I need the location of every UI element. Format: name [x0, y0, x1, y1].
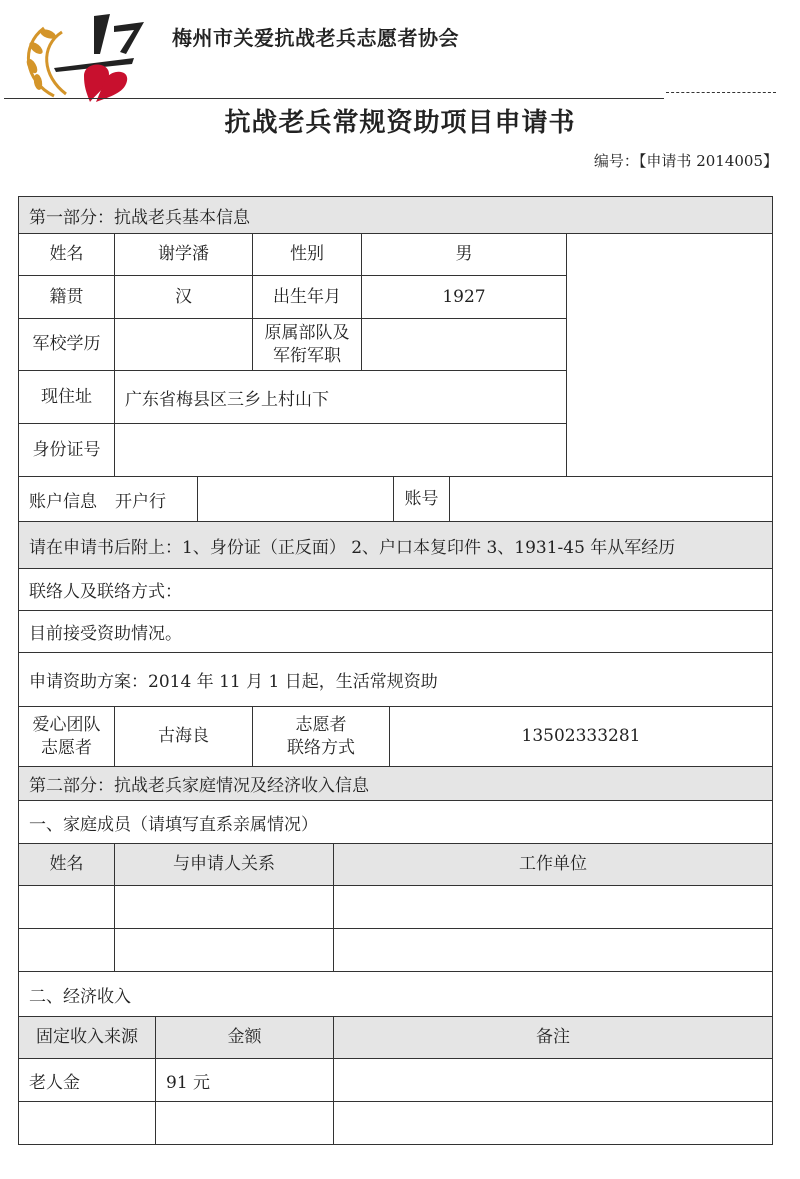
family-row2-name [18, 928, 115, 972]
income-row2-remarks [333, 1101, 773, 1145]
volunteer-team-label-line1: 爱心团队 [32, 715, 101, 736]
family-row2-workplace [333, 928, 773, 972]
account-info-label: 账户信息 [29, 491, 97, 512]
unit-label-line2: 军衔军职 [273, 345, 341, 366]
attachment-note: 请在申请书后附上：1、身份证（正反面） 2、户口本复印件 3、1931-45 年从军经历 [18, 521, 773, 569]
name-value: 谢学潘 [114, 233, 253, 276]
document-title: 抗战老兵常规资助项目申请书 [224, 108, 576, 138]
income-col-remarks: 备注 [333, 1016, 773, 1059]
contact-row: 联络人及联络方式： [18, 568, 773, 611]
current-aid-row: 目前接受资助情况。 [18, 610, 773, 653]
school-label: 军校学历 [18, 318, 115, 371]
part2-heading: 第二部分：抗战老兵家庭情况及经济收入信息 [18, 766, 773, 801]
income-row1-source: 老人金 [18, 1058, 156, 1102]
header-dashed-rule [666, 92, 776, 93]
aid-plan-row: 申请资助方案：2014 年 11 月 1 日起，生活常规资助 [18, 652, 773, 707]
native-value: 汉 [114, 275, 253, 319]
association-logo [14, 6, 164, 106]
organization-name: 梅州市关爱抗战老兵志愿者协会 [172, 26, 459, 50]
family-col-relation: 与申请人关系 [114, 843, 334, 886]
school-value [114, 318, 253, 371]
family-row1-relation [114, 885, 334, 929]
income-row1-remarks [333, 1058, 773, 1102]
income-row2-source [18, 1101, 156, 1145]
income-col-source: 固定收入来源 [18, 1016, 156, 1059]
bank-label: 开户行 [115, 491, 166, 512]
family-col-workplace: 工作单位 [333, 843, 773, 886]
account-number-value [449, 476, 773, 522]
family-row2-relation [114, 928, 334, 972]
id-label: 身份证号 [18, 423, 115, 477]
income-row2-amount [155, 1101, 334, 1145]
birth-label: 出生年月 [252, 275, 362, 319]
unit-value [361, 318, 567, 371]
gender-label: 性别 [252, 233, 362, 276]
document-number [594, 150, 778, 171]
part1-heading: 第一部分：抗战老兵基本信息 [18, 196, 773, 234]
account-number-label: 账号 [393, 476, 450, 522]
document-number-label: 编号： [593, 152, 639, 170]
family-row1-workplace [333, 885, 773, 929]
income-heading: 二、经济收入 [18, 971, 773, 1017]
address-label: 现住址 [18, 370, 115, 424]
volunteer-contact-label [252, 706, 390, 767]
photo-area [566, 233, 773, 477]
income-col-amount: 金额 [155, 1016, 334, 1059]
family-col-name: 姓名 [18, 843, 115, 886]
birth-value: 1927 [361, 275, 567, 319]
name-label: 姓名 [18, 233, 115, 276]
volunteer-team-label [18, 706, 115, 767]
native-label: 籍贯 [18, 275, 115, 319]
volunteer-contact-label-line2: 联络方式 [287, 737, 355, 758]
gender-value: 男 [361, 233, 567, 276]
bank-value [197, 476, 394, 522]
volunteer-team-label-line2: 志愿者 [41, 737, 92, 758]
document-number-value: 【申请书 2014005】 [638, 152, 778, 170]
family-row1-name [18, 885, 115, 929]
header-rule [4, 98, 664, 99]
unit-label-line1: 原属部队及 [264, 323, 350, 344]
address-value: 广东省梅县区三乡上村山下 [114, 370, 567, 424]
volunteer-name: 古海良 [114, 706, 253, 767]
volunteer-contact-label-line1: 志愿者 [295, 715, 347, 736]
id-value [114, 423, 567, 477]
volunteer-phone: 13502333281 [389, 706, 773, 767]
income-row1-amount: 91 元 [155, 1058, 334, 1102]
unit-label [252, 318, 362, 371]
account-label [18, 476, 198, 522]
family-heading: 一、家庭成员（请填写直系亲属情况） [18, 800, 773, 844]
